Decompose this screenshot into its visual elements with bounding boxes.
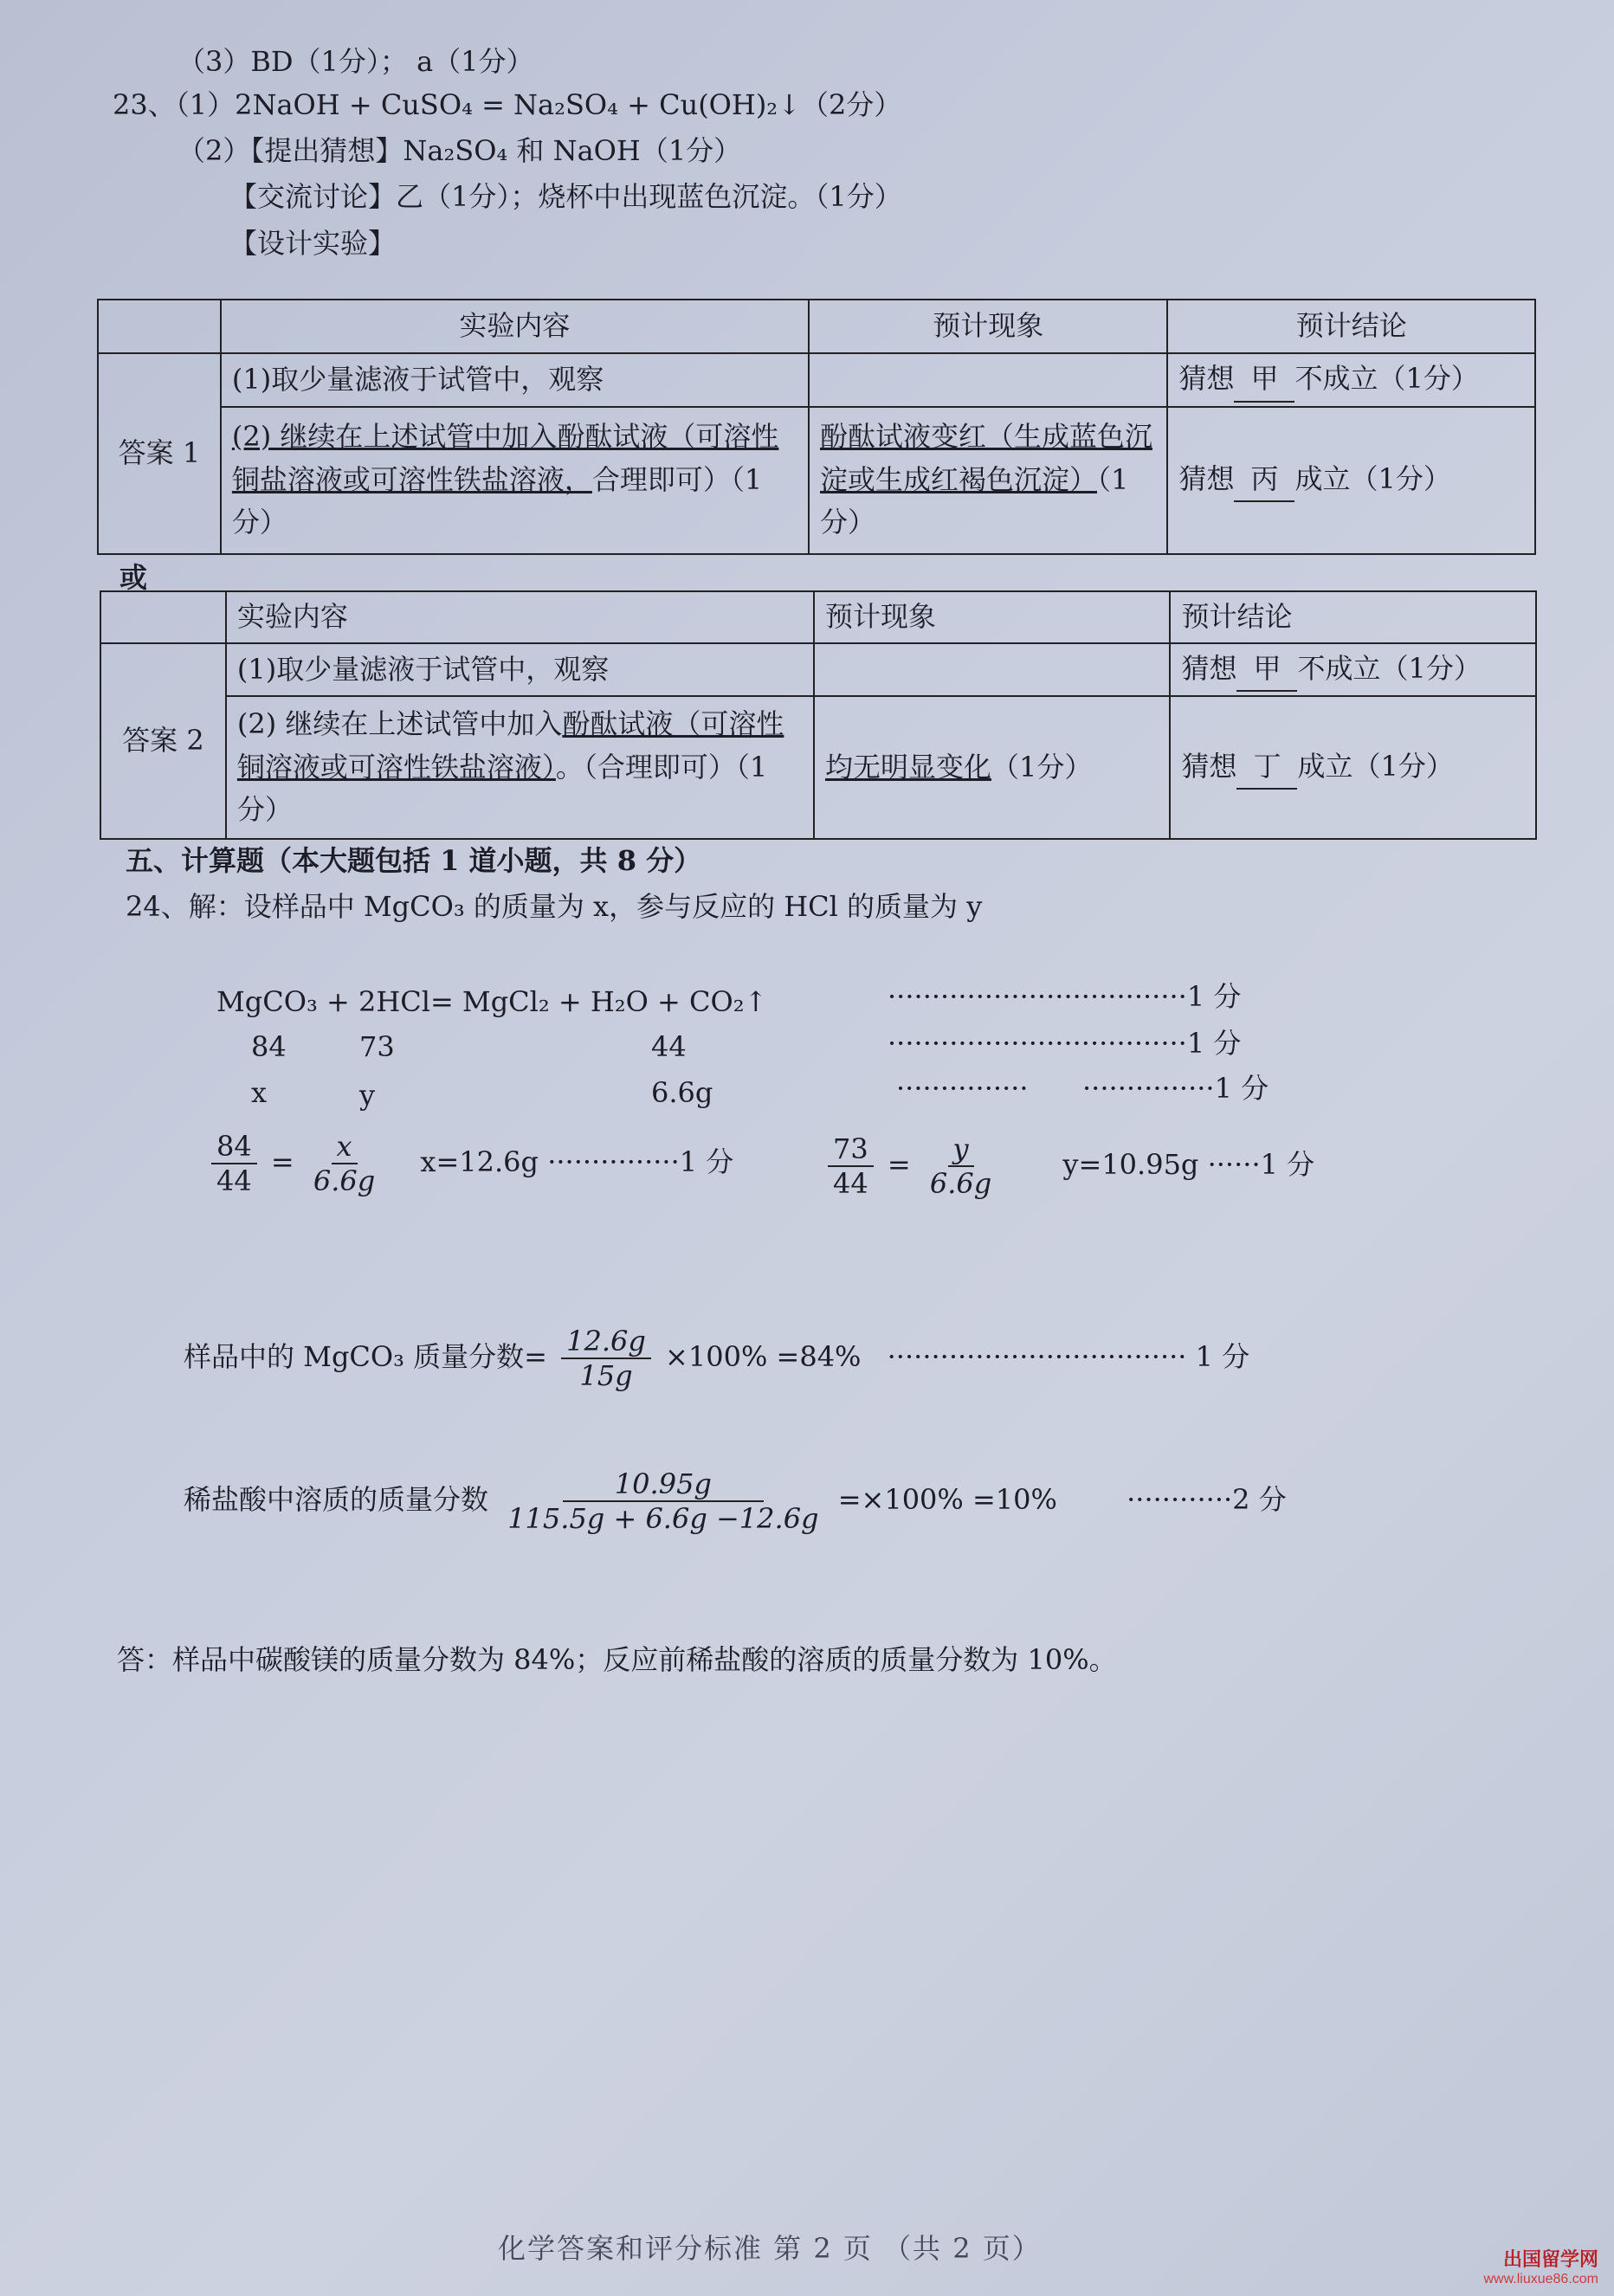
- answer-table-1: [97, 299, 1536, 555]
- molar-mass-hcl: 73: [359, 1030, 395, 1063]
- q24-intro: 24、解：设样品中 MgCO₃ 的质量为 x，参与反应的 HCl 的质量为 y: [126, 890, 983, 923]
- co2-mass: 6.6g: [651, 1076, 713, 1109]
- final-answer: 答：样品中碳酸镁的质量分数为 84%；反应前稀盐酸的溶质的质量分数为 10%。: [117, 1643, 1117, 1676]
- table2-r1-conclusion: 猜想 甲 不成立（1分）: [1170, 643, 1536, 697]
- molar-mass-mgco3: 84: [251, 1030, 287, 1063]
- table2-r2-phenomenon: 均无明显变化（1分）: [814, 696, 1171, 839]
- ratio-1: $\frac{84}{44}$ = $\frac{x}{6.6g}$ x=12.6g ···············1 分: [206, 1130, 733, 1198]
- calc-1-score: ·································· 1 分: [887, 1339, 1250, 1373]
- table1-r1-blank: 甲: [1234, 358, 1294, 403]
- equation-score-dots-3b: ···············1 分: [1082, 1072, 1269, 1105]
- equation-score-dots-2: ··································1 分: [888, 1027, 1242, 1060]
- table1-header-content: 实验内容: [221, 300, 809, 353]
- table2-header-phenomenon: 预计现象: [814, 591, 1171, 643]
- ratio-2-left-fraction: $\frac{73}{44}$: [828, 1132, 874, 1201]
- calc-2-fraction: $\frac{10.95g}{115.5g + 6.6g -12.6g}$: [507, 1467, 819, 1536]
- ratio-1-left-fraction: $\frac{84}{44}$: [211, 1130, 257, 1198]
- calc-2-score: ············2 分: [1127, 1482, 1287, 1516]
- line-q23-1: 23、（1）2NaOH + CuSO₄ = Na₂SO₄ + Cu(OH)₂↓（2分）: [113, 88, 902, 121]
- or-label: 或: [119, 561, 148, 594]
- answer-table-2: [100, 590, 1537, 840]
- table1-r1-conclusion: 猜想 甲 不成立（1分）: [1167, 353, 1535, 407]
- table2-header-content: 实验内容: [226, 591, 814, 643]
- table1-r1-content: (1)取少量滤液于试管中，观察: [221, 353, 809, 407]
- table1-r2-content: (2) 继续在上述试管中加入酚酞试液（可溶性铜盐溶液或可溶性铁盐溶液，合理即可）（1分）: [221, 407, 809, 554]
- ratio-1-result: x=12.6g ···············1 分: [420, 1145, 734, 1178]
- table1-corner-cell: [98, 300, 221, 353]
- table1-r1-phenomenon: [809, 353, 1168, 407]
- table2-r1-phenomenon: [814, 643, 1171, 697]
- table1-r2-conclusion: 猜想 丙 成立（1分）: [1167, 407, 1535, 554]
- unknown-y: y: [359, 1079, 376, 1112]
- equation-score-dots-3a: ···············: [896, 1072, 1029, 1105]
- calc-hcl-fraction: 稀盐酸中溶质的质量分数 $\frac{10.95g}{115.5g + 6.6g -12.6g}$ =×100% =10% ············2 分: [184, 1467, 1287, 1536]
- ratio-2-right-fraction: $\frac{y}{6.6g}$: [929, 1132, 992, 1201]
- molar-mass-co2: 44: [651, 1030, 687, 1063]
- table2-row-label: 答案 2: [100, 643, 226, 840]
- line-q23-design: 【设计实验】: [229, 227, 397, 260]
- table1-header-phenomenon: 预计现象: [809, 300, 1168, 353]
- section-5-heading: 五、计算题（本大题包括 1 道小题，共 8 分）: [126, 844, 702, 877]
- table1-r2-blank: 丙: [1234, 458, 1294, 503]
- line-q22-3: （3）BD（1分）； a（1分）: [178, 45, 534, 78]
- table1-r2-phenomenon: 酚酞试液变红（生成蓝色沉淀或生成红褐色沉淀）（1分）: [809, 407, 1168, 554]
- table2-r2-blank: 丁: [1236, 745, 1297, 790]
- site-watermark: 出国留学网 www.liuxue86.com: [1483, 2248, 1598, 2286]
- line-q23-discussion: 【交流讨论】乙（1分）；烧杯中出现蓝色沉淀。（1分）: [229, 180, 902, 213]
- line-q23-2-hypothesis: （2）【提出猜想】Na₂SO₄ 和 NaOH（1分）: [178, 134, 742, 167]
- calc-mgco3-fraction: 样品中的 MgCO₃ 质量分数= $\frac{12.6g}{15g}$ ×100% =84% ·································· 1 分: [184, 1325, 1250, 1393]
- table1-row-label: 答案 1: [98, 353, 221, 554]
- ratio-2: $\frac{73}{44}$ = $\frac{y}{6.6g}$ y=10.95g ······1 分: [823, 1132, 1314, 1201]
- page-footer: 化学答案和评分标准 第 2 页 （共 2 页）: [498, 2232, 1042, 2265]
- table1-header-conclusion: 预计结论: [1167, 300, 1535, 353]
- reaction-equation: MgCO₃ + 2HCl= MgCl₂ + H₂O + CO₂↑: [216, 985, 768, 1018]
- ratio-2-result: y=10.95g ······1 分: [1062, 1147, 1315, 1181]
- unknown-x: x: [251, 1076, 268, 1109]
- ratio-1-right-fraction: $\frac{x}{6.6g}$: [313, 1130, 376, 1198]
- table2-corner-cell: [100, 591, 226, 643]
- calc-1-fraction: $\frac{12.6g}{15g}$: [561, 1325, 651, 1393]
- table2-r2-content: (2) 继续在上述试管中加入酚酞试液（可溶性铜溶液或可溶性铁盐溶液）。（合理即可）（1分）: [226, 696, 814, 839]
- table2-r1-blank: 甲: [1236, 648, 1297, 693]
- table2-r1-content: (1)取少量滤液于试管中，观察: [226, 643, 814, 697]
- equation-score-dots-1: ··································1 分: [888, 980, 1242, 1013]
- table2-header-conclusion: 预计结论: [1170, 591, 1536, 643]
- table2-r2-conclusion: 猜想 丁 成立（1分）: [1170, 696, 1536, 839]
